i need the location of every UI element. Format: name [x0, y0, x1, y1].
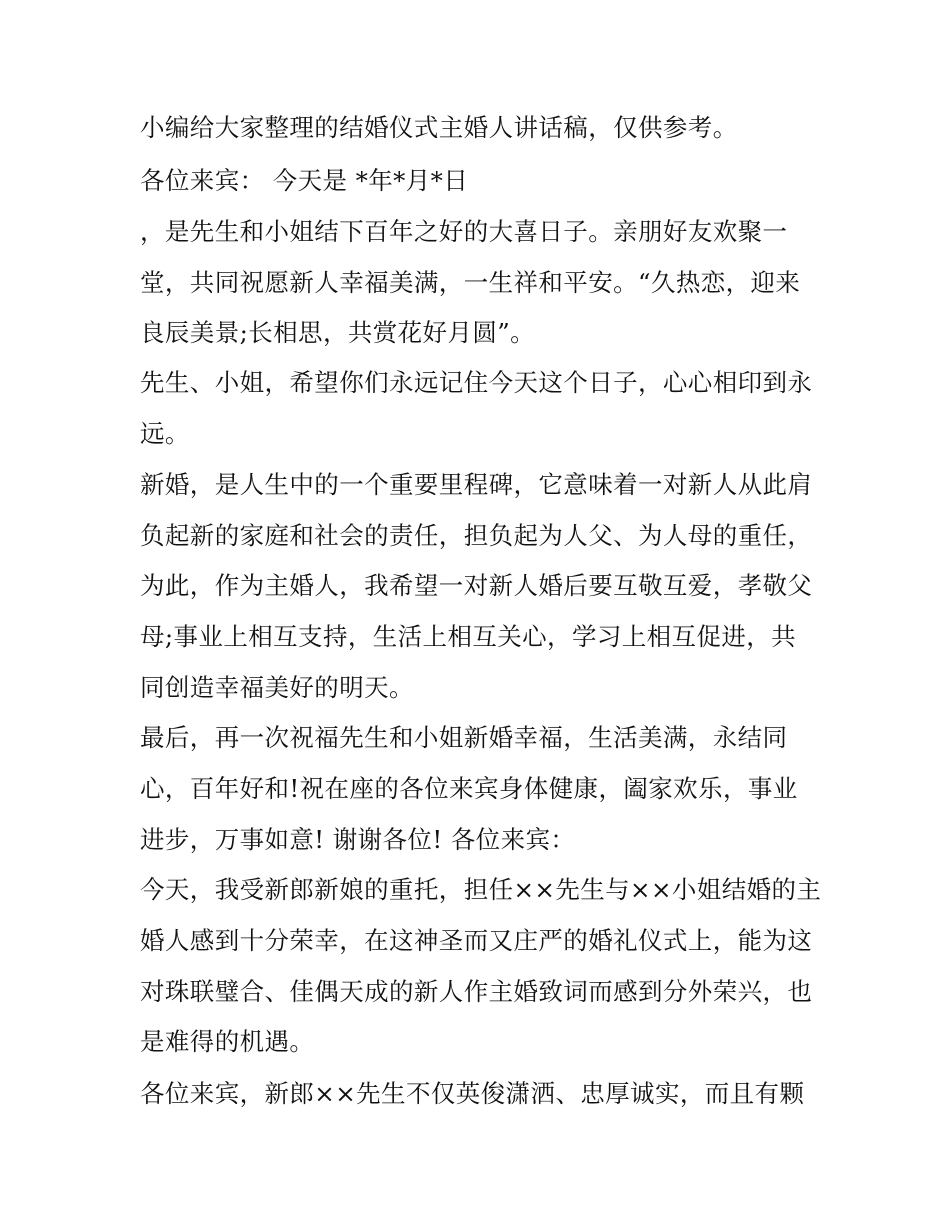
text-line: 各位来宾： 今天是 *年*月*日 [140, 166, 469, 195]
text-line: 婚人感到十分荣幸，在这神圣而又庄严的婚礼仪式上，能为这 [140, 926, 813, 955]
text-line: 为此，作为主婚人，我希望一对新人婚后要互敬互爱，孝敬父 [140, 571, 813, 600]
text-line: 对珠联璧合、佳偶天成的新人作主婚致词而感到分外荣兴，也 [140, 977, 813, 1006]
text-line: 各位来宾，新郎××先生不仅英俊潇洒、忠厚诚实，而且有颗 [140, 1079, 805, 1108]
text-line: 进步，万事如意! 谢谢各位! 各位来宾： [140, 825, 576, 854]
text-line: 先生、小姐，希望你们永远记住今天这个日子，心心相印到永 [140, 368, 813, 397]
text-line: 最后，再一次祝福先生和小姐新婚幸福，生活美满，永结同 [140, 723, 788, 752]
text-line: 心，百年好和!祝在座的各位来宾身体健康，阖家欢乐，事业 [140, 774, 798, 803]
text-line: 同创造幸福美好的明天。 [140, 673, 414, 702]
text-line: 小编给大家整理的结婚仪式主婚人讲话稿，仅供参考。 [140, 113, 738, 142]
text-line: 是难得的机遇。 [140, 1027, 315, 1056]
text-line: 母;事业上相互支持，生活上相互关心，学习上相互促进，共 [140, 622, 797, 651]
text-line: 远。 [140, 419, 190, 448]
text-line: 良辰美景;长相思，共赏花好月圆”。 [140, 318, 536, 347]
text-line: 堂，共同祝愿新人幸福美满，一生祥和平安。“久热恋，迎来 [140, 268, 801, 297]
text-line: 今天，我受新郎新娘的重托，担任××先生与××小姐结婚的主 [140, 875, 822, 904]
text-line: ，是先生和小姐结下百年之好的大喜日子。亲朋好友欢聚一 [140, 217, 788, 246]
text-line: 负起新的家庭和社会的责任，担负起为人父、为人母的重任， [140, 521, 813, 550]
text-line: 新婚，是人生中的一个重要里程碑，它意味着一对新人从此肩 [140, 470, 813, 499]
